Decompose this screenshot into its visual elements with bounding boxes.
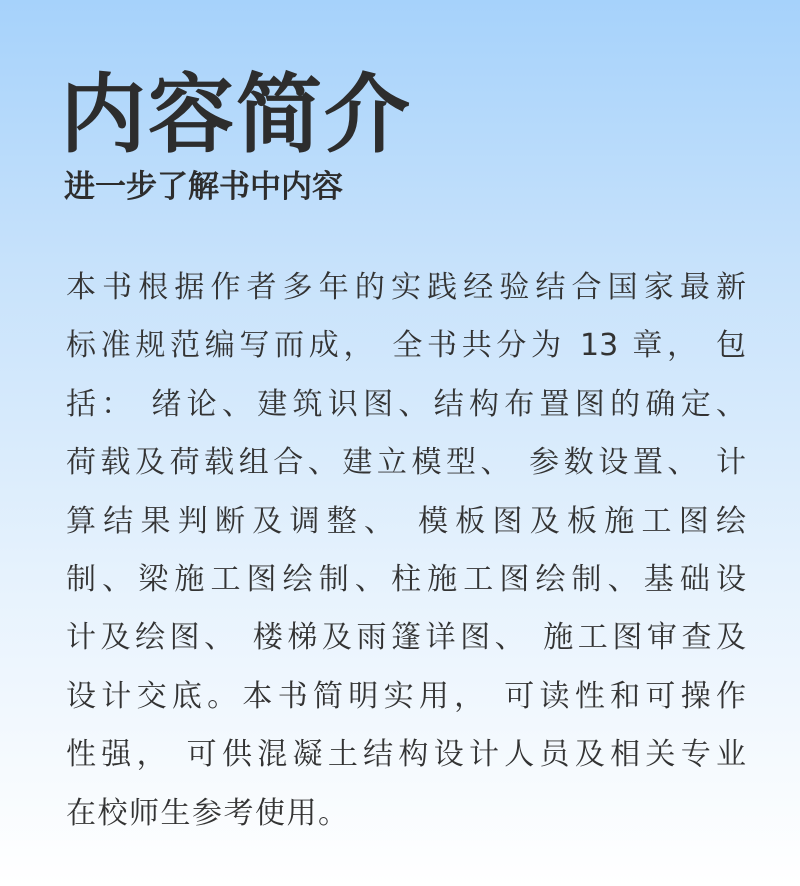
page-title: 内容简介 — [60, 65, 412, 165]
intro-line: 制、梁施工图绘制、柱施工图绘制、基础设 — [66, 561, 746, 597]
intro-line: 本书根据作者多年的实践经验结合国家最新 — [66, 270, 746, 305]
intro-paragraph — [66, 259, 746, 843]
intro-line-last: 在校师生参考使用。 — [66, 795, 350, 831]
intro-line: 计及绘图、 楼梯及雨篷详图、 施工图审查及 — [66, 620, 746, 656]
intro-line: 荷载及荷载组合、建立模型、 参数设置、 计 — [66, 445, 746, 481]
intro-line: 括： 绪论、建筑识图、结构布置图的确定、 — [66, 386, 746, 422]
intro-line: 算结果判断及调整、 模板图及板施工图绘 — [66, 503, 746, 539]
page-subtitle: 进一步了解书中内容 — [64, 169, 343, 205]
intro-line: 标准规范编写而成， 全书共分为 13 章， 包 — [66, 328, 746, 364]
intro-line: 设计交底。本书简明实用， 可读性和可操作 — [66, 678, 746, 714]
intro-line: 性强， 可供混凝土结构设计人员及相关专业 — [66, 737, 746, 773]
